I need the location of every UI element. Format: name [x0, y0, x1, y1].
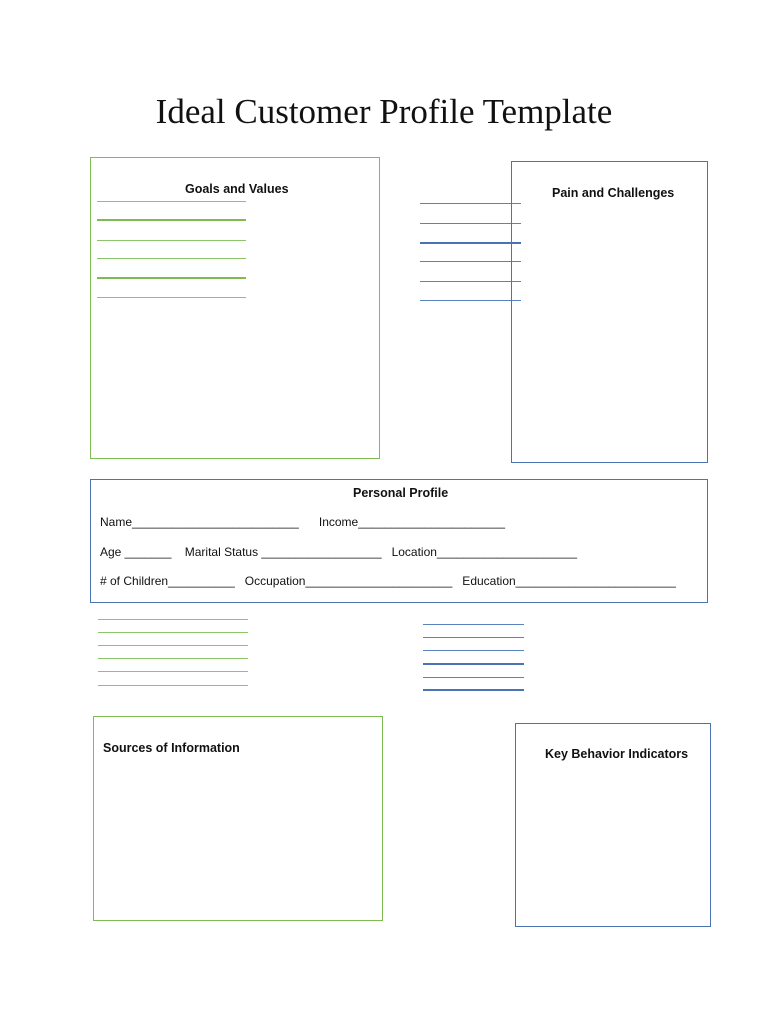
key-behavior-indicators-heading: Key Behavior Indicators — [545, 747, 689, 761]
sources-line — [98, 658, 248, 659]
pain-line — [420, 223, 521, 224]
profile-row-name-income: Name_________________________ Income______________________ — [100, 515, 506, 529]
pain-line — [420, 203, 521, 204]
profile-row-children-occupation-education: # of Children__________ Occupation______________________ Education________________________ — [100, 574, 676, 588]
kbi-line — [423, 650, 524, 651]
goals-values-box — [90, 157, 380, 459]
sources-line — [98, 671, 248, 672]
profile-row-age-marital-location: Age _______ Marital Status __________________ Location_____________________ — [100, 545, 578, 559]
pain-line — [420, 300, 521, 301]
sources-line — [98, 645, 248, 646]
sources-information-heading: Sources of Information — [103, 741, 240, 755]
sources-line — [98, 619, 248, 620]
kbi-line — [423, 677, 524, 678]
goals-line — [97, 201, 246, 202]
personal-profile-heading: Personal Profile — [353, 486, 449, 500]
kbi-line — [423, 624, 524, 625]
pain-challenges-heading: Pain and Challenges — [552, 186, 675, 200]
pain-line — [420, 242, 521, 244]
pain-line — [420, 281, 521, 282]
goals-line — [97, 258, 246, 259]
goals-line — [97, 277, 246, 279]
sources-line — [98, 685, 248, 686]
kbi-line — [423, 663, 524, 665]
goals-values-heading: Goals and Values — [185, 182, 289, 196]
page-title: Ideal Customer Profile Template — [155, 92, 613, 131]
goals-line — [97, 240, 246, 241]
goals-line — [97, 219, 246, 221]
pain-challenges-box — [511, 161, 708, 463]
sources-line — [98, 632, 248, 633]
kbi-line — [423, 689, 524, 691]
goals-line — [97, 297, 246, 298]
pain-line — [420, 261, 521, 262]
kbi-line — [423, 637, 524, 638]
